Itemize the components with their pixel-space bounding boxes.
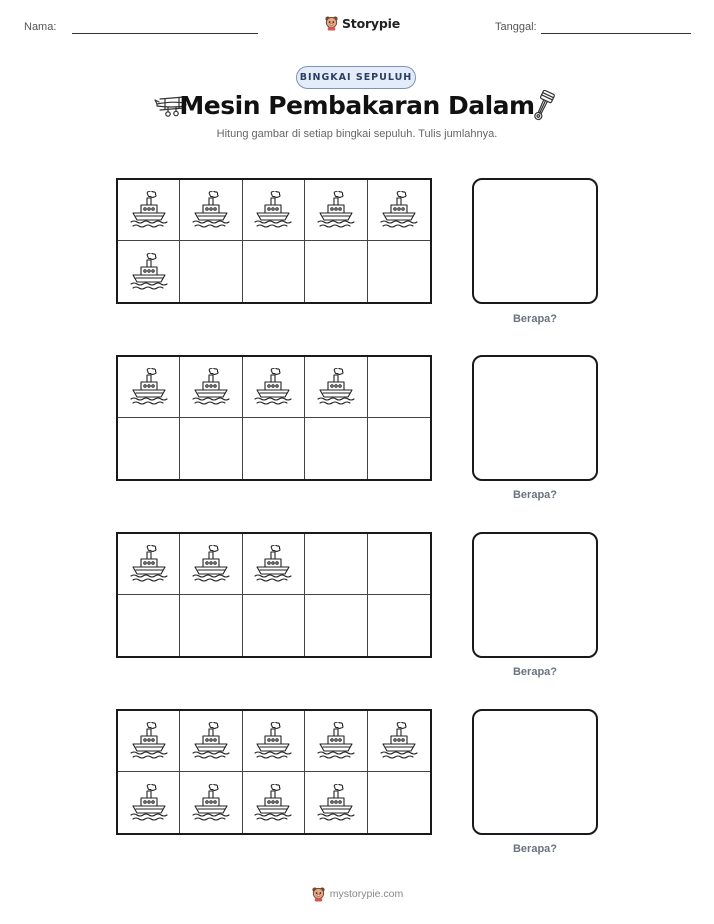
worksheet-instructions: Hitung gambar di setiap bingkai sepuluh. Tulis jumlahnya. [216,128,498,140]
frame-cell [180,711,242,772]
footer [0,886,714,902]
frame-cell [243,772,305,833]
answer-label-4: Berapa? [512,843,558,855]
frame-cell [180,418,242,479]
worksheet-title: Mesin Pembakaran Dalam [179,91,535,120]
worksheet-tag: BINGKAI SEPULUH [296,66,416,89]
frame-cell [243,357,305,418]
steamboat-icon [378,722,420,760]
answer-box-2[interactable] [472,355,598,481]
steamboat-icon [128,784,170,822]
footer-url: mystorypie.com [329,888,404,900]
frame-cell [180,241,242,302]
ten-frame-1 [116,178,432,304]
answer-box-3[interactable] [472,532,598,658]
steamboat-icon [315,784,357,822]
frame-cell [180,357,242,418]
answer-label-1: Berapa? [512,313,558,325]
frame-cell [118,357,180,418]
piston-icon [528,90,558,122]
ten-frame-2 [116,355,432,481]
steamboat-icon [252,545,294,583]
frame-cell [368,772,430,833]
steamboat-icon [315,191,357,229]
frame-cell [118,711,180,772]
frame-cell [368,357,430,418]
ten-frame-3 [116,532,432,658]
date-label: Tanggal: [495,21,537,33]
steamboat-icon [190,191,232,229]
frame-cell [305,772,367,833]
date-line [541,33,691,34]
frame-cell [243,534,305,595]
frame-cell [368,241,430,302]
brand-logo [324,12,400,34]
steamboat-icon [128,722,170,760]
name-line [72,33,258,34]
frame-cell [243,418,305,479]
frame-cell [368,534,430,595]
ten-frame-4 [116,709,432,835]
frame-cell [180,180,242,241]
frame-cell [368,595,430,656]
frame-cell [368,180,430,241]
steamboat-icon [315,368,357,406]
frame-cell [305,180,367,241]
steamboat-icon [252,191,294,229]
brand-name: Storypie [342,15,400,31]
steamboat-icon [252,784,294,822]
steamboat-icon [128,253,170,291]
steamboat-icon [190,722,232,760]
steamboat-icon [128,191,170,229]
frame-cell [180,595,242,656]
frame-cell [243,595,305,656]
steamboat-icon [190,368,232,406]
steamboat-icon [315,722,357,760]
steamboat-icon [190,784,232,822]
frame-cell [243,711,305,772]
bear-logo-icon [311,886,326,902]
steamboat-icon [252,368,294,406]
frame-cell [118,418,180,479]
frame-cell [305,241,367,302]
frame-cell [118,180,180,241]
name-label: Nama: [24,21,57,33]
answer-box-1[interactable] [472,178,598,304]
frame-cell [305,534,367,595]
steamboat-icon [378,191,420,229]
frame-cell [180,772,242,833]
frame-cell [305,595,367,656]
steamboat-icon [190,545,232,583]
answer-box-4[interactable] [472,709,598,835]
steamboat-icon [128,368,170,406]
frame-cell [368,711,430,772]
steamboat-icon [252,722,294,760]
frame-cell [305,357,367,418]
bear-logo-icon [324,15,339,31]
steamboat-icon [128,545,170,583]
frame-cell [305,418,367,479]
frame-cell [305,711,367,772]
frame-cell [180,534,242,595]
answer-label-2: Berapa? [512,489,558,501]
answer-label-3: Berapa? [512,666,558,678]
frame-cell [368,418,430,479]
frame-cell [243,180,305,241]
frame-cell [243,241,305,302]
frame-cell [118,595,180,656]
frame-cell [118,534,180,595]
frame-cell [118,772,180,833]
frame-cell [118,241,180,302]
